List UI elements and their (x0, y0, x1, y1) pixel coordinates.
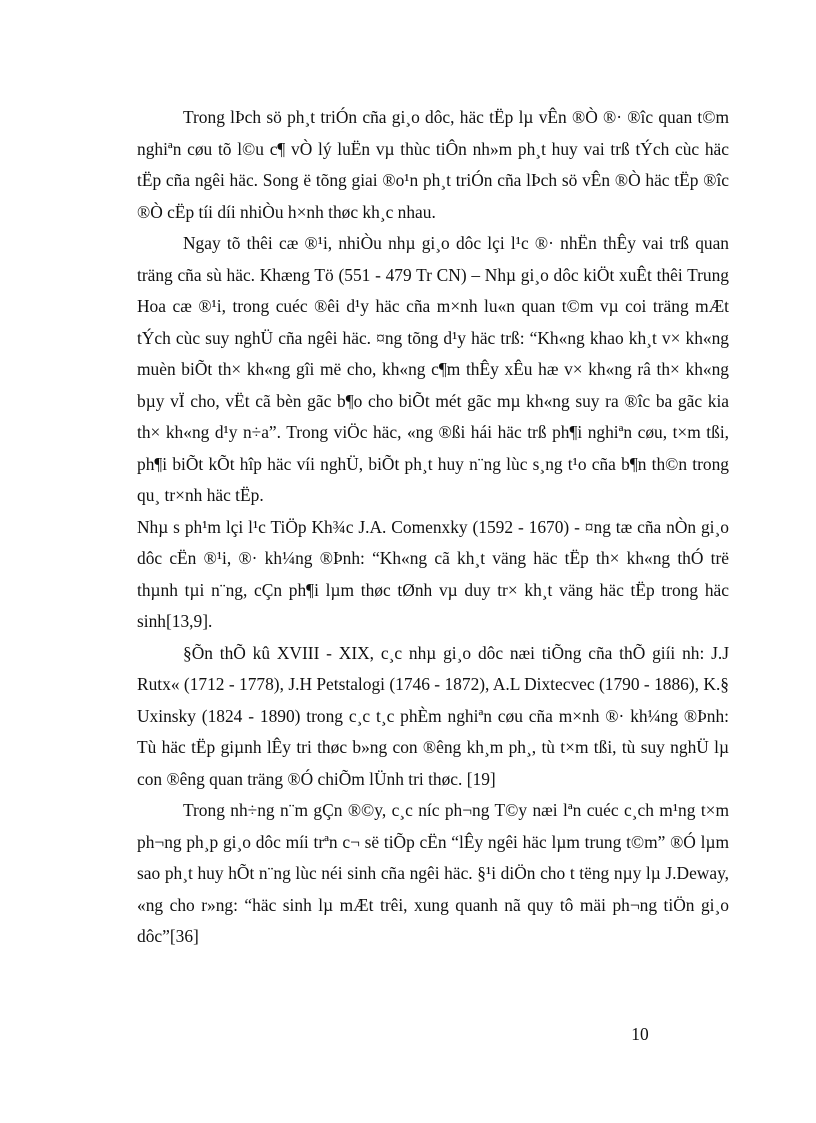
paragraph-history-of-learning: Trong lÞch sö ph¸t triÓn cña gi¸o dôc, häc tËp lµ vÊn ®Ò ®· ®îc quan t©m nghiªn cøu tõ l©u c¶ vÒ lý luËn vµ thùc tiÔn nh»m ph¸t huy vai trß tÝch cùc häc tËp cña ngêi häc. Song ë tõng giai ®o¹n ph¸t triÓn cña lÞch sö vÊn ®Ò häc tËp ®îc ®Ò cËp tíi díi nhiÒu h×nh thøc kh¸c nhau. (137, 107, 729, 222)
document-body (137, 102, 729, 953)
paragraph-comenius: Nhµ s ph¹m lçi l¹c TiÖp Kh¾c J.A. Comenxky (1592 - 1670) - ¤ng tæ cña nÒn gi¸o dôc cËn ®¹i, ®· kh¼ng ®Þnh: “Kh«ng cã kh¸t väng häc tËp th× kh«ng thÓ trë thµnh tµi n¨ng, cÇn ph¶i lµm thøc tØnh vµ duy tr× kh¸t väng häc tËp trong häc sinh[13,9]. (137, 516, 729, 631)
paragraph-18th-19th-century: §Õn thÕ kû XVIII - XIX, c¸c nhµ gi¸o dôc næi tiÕng cña thÕ giíi nh: J.J Rutx« (1712 - 1778), J.H Petstalogi (1746 - 1872), A.L Dixtecvec (1790 - 1886), K.§ Uxinsky (1824 - 1890) trong c¸c t¸c phÈm nghiªn cøu cña m×nh ®· kh¼ng ®Þnh: Tù häc tËp giµnh lÊy tri thøc b»ng con ®êng kh¸m ph¸, tù t×m tßi, tù suy nghÜ lµ con ®êng quan träng ®Ó chiÕm lÜnh tri thøc. [19] (137, 642, 729, 789)
paragraph-confucius: Ngay tõ thêi cæ ®¹i, nhiÒu nhµ gi¸o dôc lçi l¹c ®· nhËn thÊy vai trß quan träng cña sù häc. Khæng Tö (551 - 479 Tr CN) – Nhµ gi¸o dôc kiÖt xuÊt thêi Trung Hoa cæ ®¹i, trong cuéc ®êi d¹y häc cña m×nh lu«n quan t©m vµ coi träng mÆt tÝch cùc suy nghÜ cña ngêi häc. ¤ng tõng d¹y häc trß: “Kh«ng khao kh¸t v× kh«ng muèn biÕt th× kh«ng gîi më cho, kh«ng c¶m thÊy xÊu hæ v× kh«ng râ th× kh«ng bµy vÏ cho, vËt cã bèn gãc b¶o cho biÕt mét gãc mµ kh«ng suy ra ®îc ba gãc kia th× kh«ng d¹y n÷a”. Trong viÖc häc, «ng ®ßi hái häc trß ph¶i nghiªn cøu, t×m tßi, ph¶i biÕt kÕt hîp häc víi nghÜ, biÕt ph¸t huy n¨ng lùc s¸ng t¹o cña b¶n th©n trong qu¸ tr×nh häc tËp. (137, 233, 729, 505)
paragraph-western-countries: Trong nh÷ng n¨m gÇn ®©y, c¸c níc ph¬ng T©y næi lªn cuéc c¸ch m¹ng t×m ph¬ng ph¸p gi¸o dôc míi trªn c¬ së tiÕp cËn “lÊy ngêi häc lµm trung t©m” ®Ó lµm sao ph¸t huy hÕt n¨ng lùc néi sinh cña ngêi häc. §¹i diÖn cho t tëng nµy lµ J.Deway, «ng cho r»ng: “häc sinh lµ mÆt trêi, xung quanh nã quy tô mäi ph¬ng tiÖn gi¸o dôc”[36] (137, 800, 729, 946)
page-number: 10 (631, 1024, 649, 1044)
